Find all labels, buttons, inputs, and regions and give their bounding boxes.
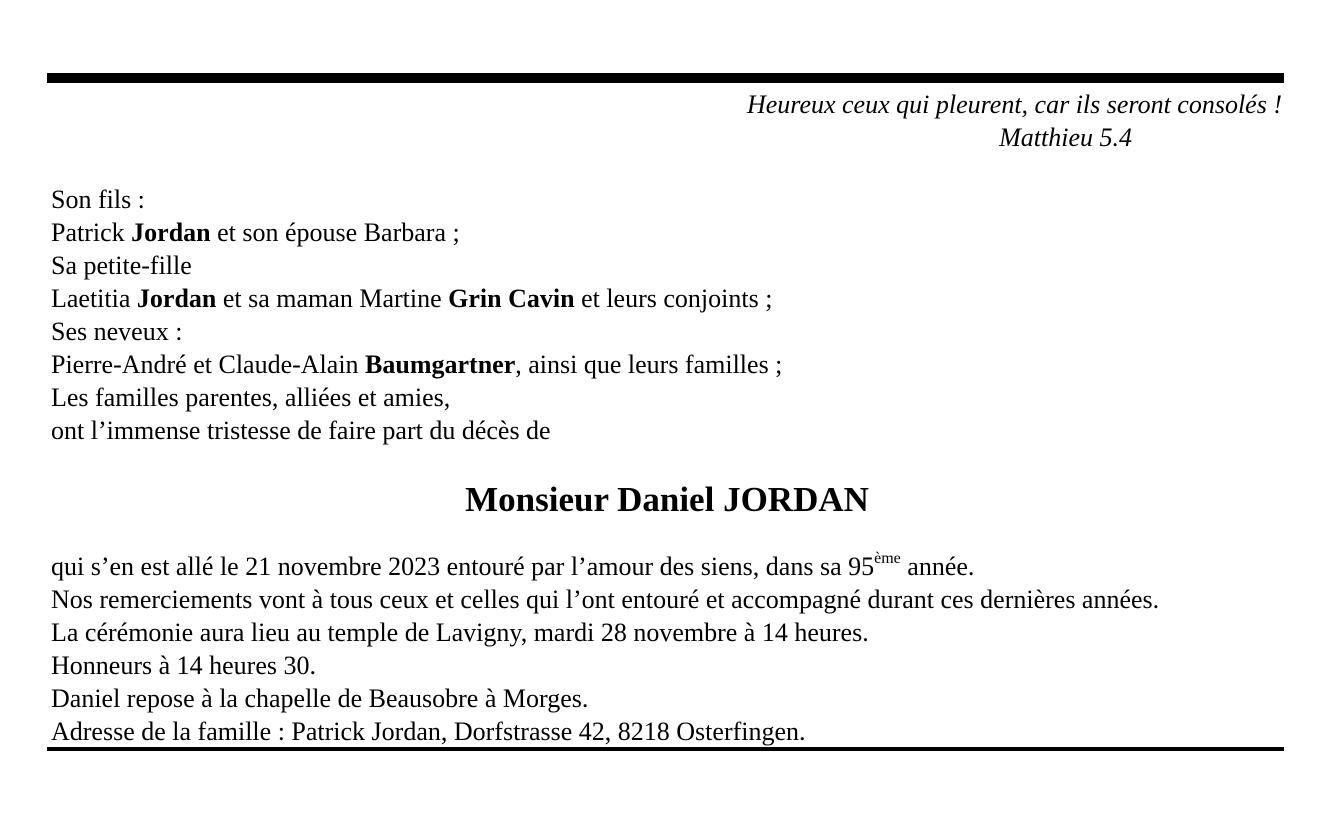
son-rest: et son épouse Barbara ; [210,218,460,247]
quote-text: Heureux ceux qui pleurent, car ils seront consolés ! [746,90,1282,119]
nephews-surname: Baumgartner [365,350,516,379]
death-line-text: qui s’en est allé le 21 novembre 2023 entouré par l’amour des siens, dans sa 95 [51,552,875,581]
granddaughter-rest: et leurs conjoints ; [574,284,773,313]
mother-surname: Grin Cavin [448,284,575,313]
granddaughter-middle: et sa maman Martine [216,284,449,313]
announcement-line: ont l’immense tristesse de faire part du décès de [51,416,551,445]
nephews-first-names: Pierre-André et Claude-Alain [51,350,366,379]
son-first-name: Patrick [51,218,132,247]
bible-quote [747,88,1282,154]
ordinal-superscript: ème [874,550,901,568]
granddaughter-surname: Jordan [136,284,217,313]
son-line [51,216,782,249]
son-heading: Son fils : [51,185,145,214]
death-line-end: année. [900,552,975,581]
quote-reference: Matthieu 5.4 [999,123,1132,152]
rest-place-line: Daniel repose à la chapelle de Beausobre à Morges. [51,684,589,713]
granddaughter-heading: Sa petite-fille [51,251,192,280]
bottom-divider [47,747,1284,751]
nephews-heading: Ses neveux : [51,317,183,346]
son-surname: Jordan [131,218,211,247]
nephews-rest: , ainsi que leurs familles ; [515,350,783,379]
deceased-name: Monsieur Daniel JORDAN [465,480,869,519]
top-divider [47,73,1284,83]
ceremony-line: La cérémonie aura lieu au temple de Lavigny, mardi 28 novembre à 14 heures. [51,618,869,647]
details-block [51,550,1159,748]
relatives-line: Les familles parentes, alliées et amies, [51,383,451,412]
address-line: Adresse de la famille : Patrick Jordan, Dorfstrasse 42, 8218 Osterfingen. [51,717,806,746]
nephews-line [51,348,782,381]
granddaughter-first-name: Laetitia [51,284,137,313]
death-line [51,550,1159,583]
thanks-line: Nos remerciements vont à tous ceux et celles qui l’ont entouré et accompagné durant ces dernières années. [51,585,1160,614]
granddaughter-line [51,282,782,315]
honours-line: Honneurs à 14 heures 30. [51,651,316,680]
family-list [51,183,782,447]
